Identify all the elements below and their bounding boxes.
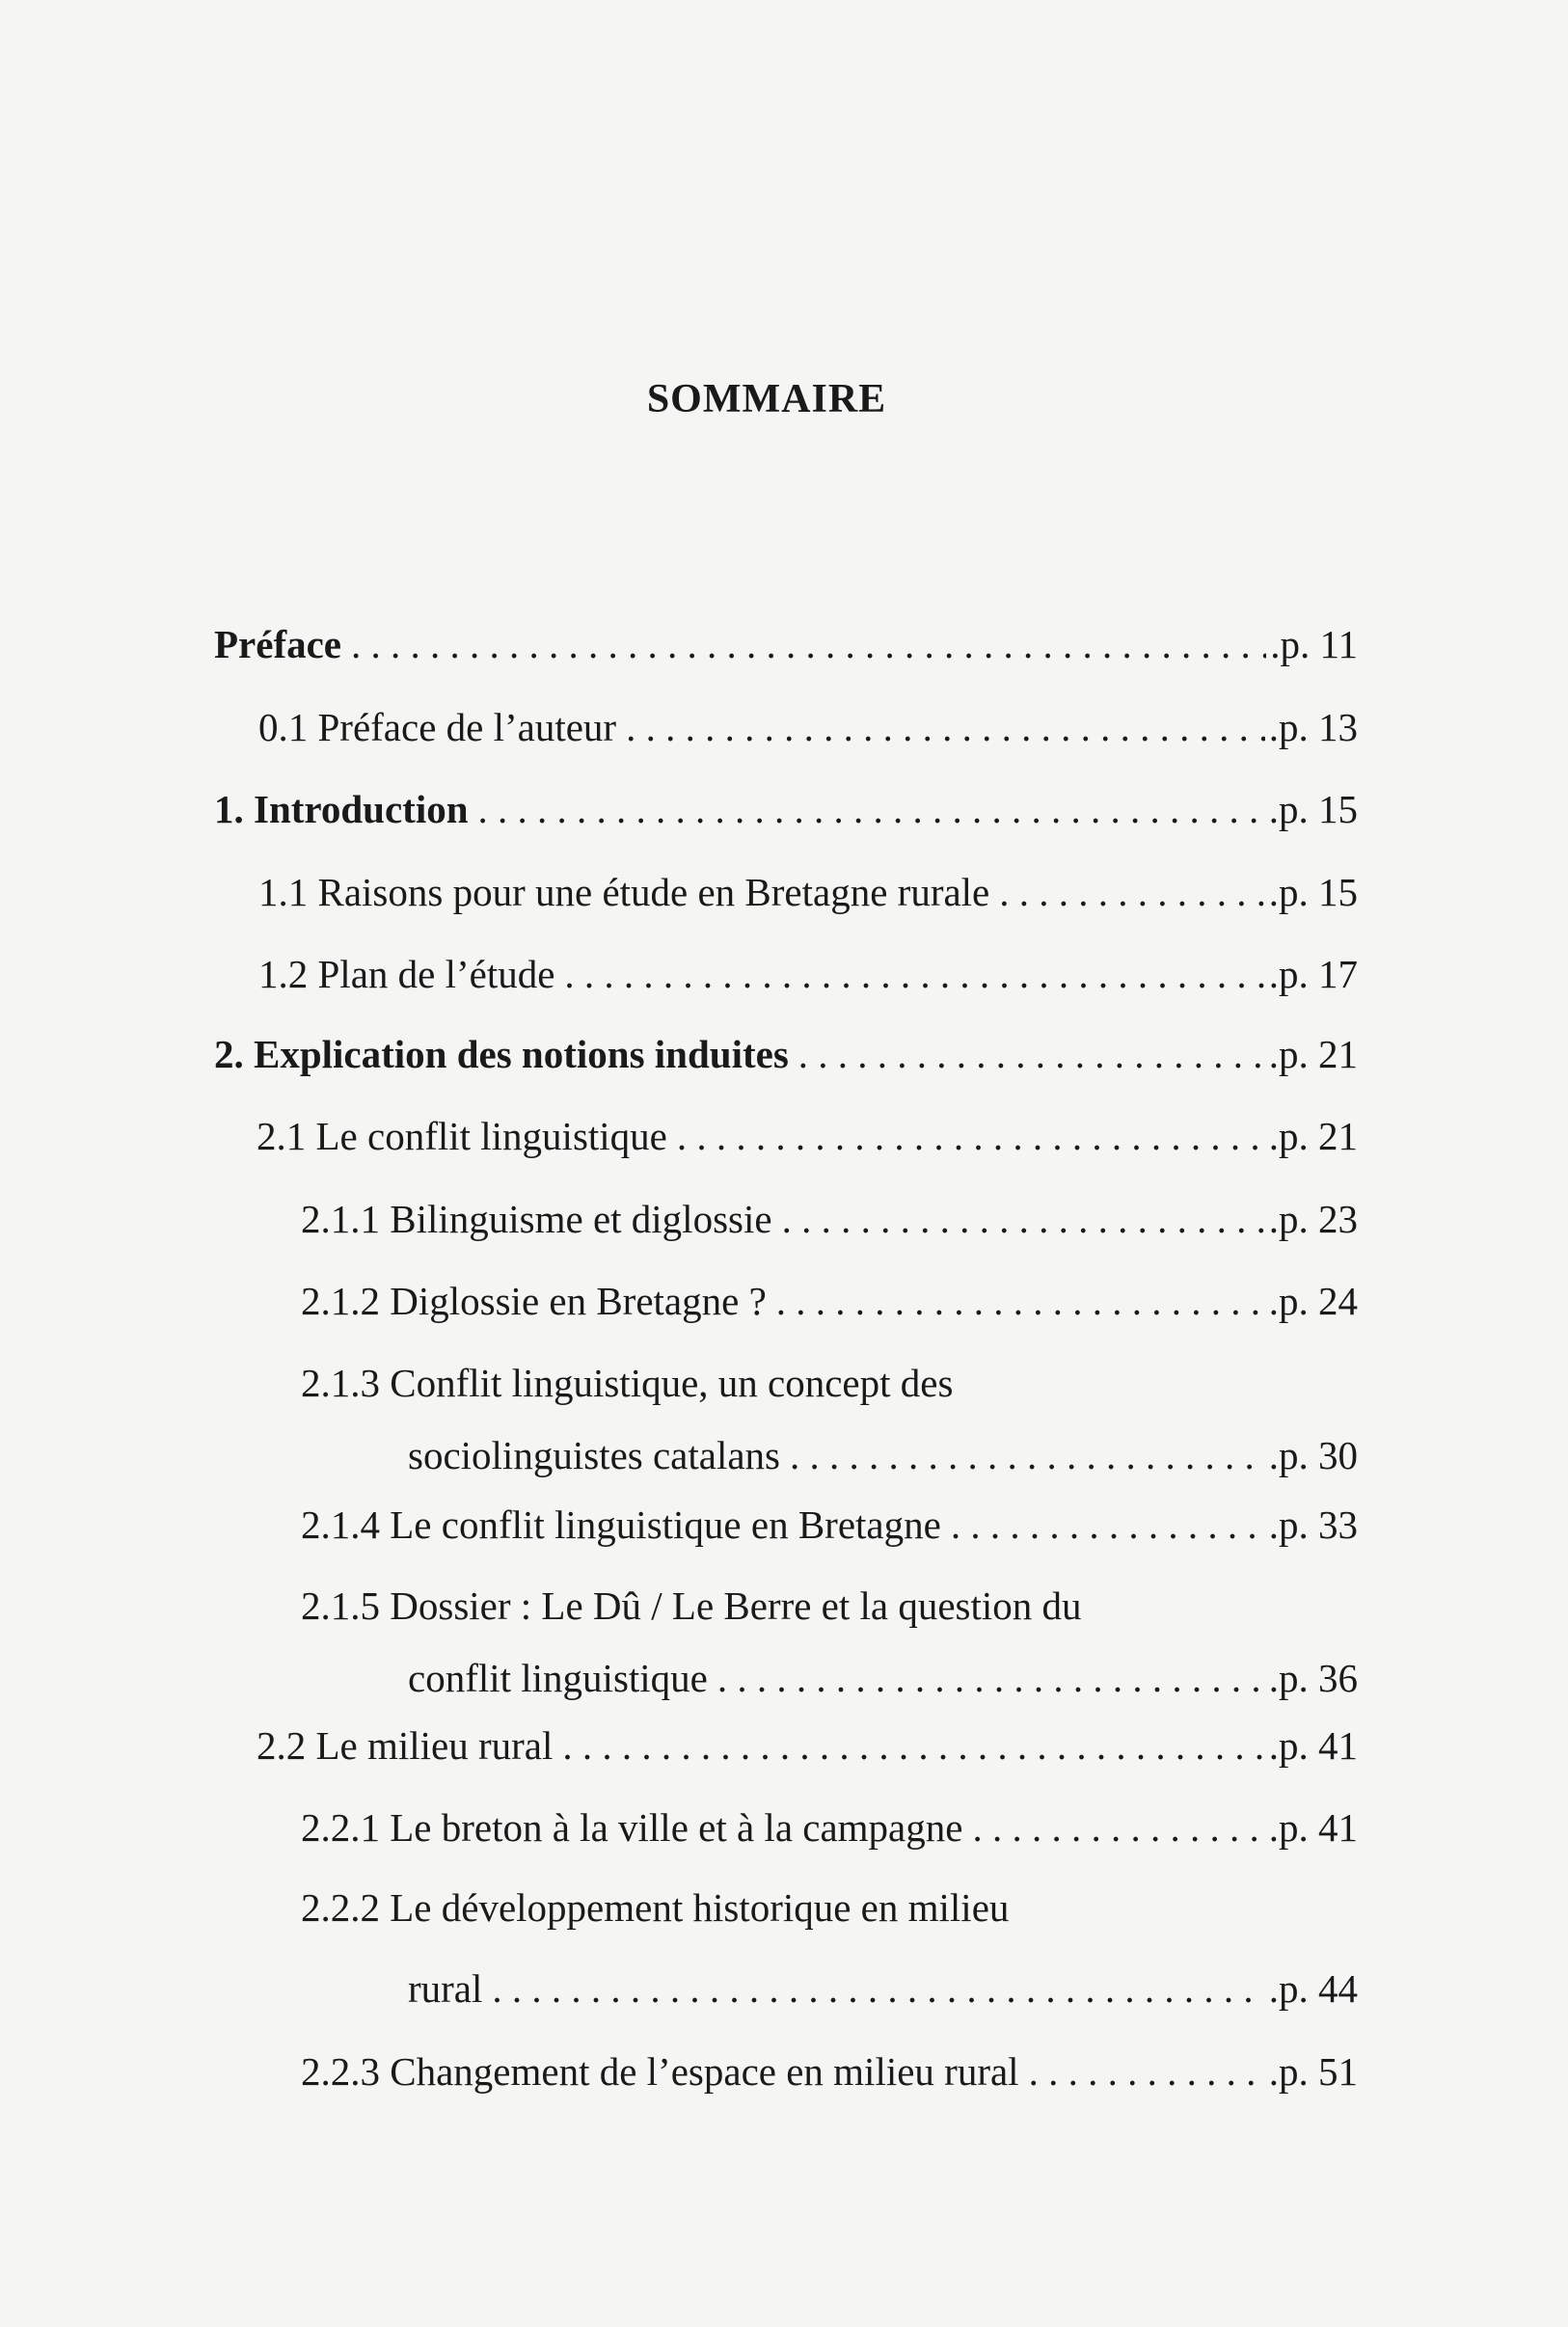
toc-entry-label: conflit linguistique [408, 1656, 708, 1700]
toc-entry-label: 2.1 Le conflit linguistique [257, 1114, 667, 1158]
toc-page-number: .p. 24 [1268, 1279, 1358, 1323]
leader-dots [1029, 2048, 1265, 2095]
leader-dots [999, 869, 1264, 915]
leader-dots [492, 1965, 1264, 2012]
toc-entry-label: Préface [214, 622, 341, 666]
leader-dots [798, 1031, 1265, 1077]
toc-page-number: .p. 21 [1268, 1032, 1358, 1076]
leader-dots [972, 1804, 1264, 1851]
toc-entry-label-line1: 2.1.3 Conflit linguistique, un concept des [301, 1361, 954, 1405]
toc-entry-1[interactable] [214, 786, 1358, 832]
toc-entry-label: rural [408, 1966, 483, 2011]
toc-entry-2-1-4[interactable] [301, 1502, 1358, 1548]
leader-dots [951, 1502, 1265, 1548]
toc-entry-label: 1.2 Plan de l’étude [258, 952, 555, 996]
toc-page-number: .p. 11 [1270, 622, 1358, 666]
toc-page-number: .p. 15 [1268, 787, 1358, 831]
toc-page-number: .p. 41 [1268, 1723, 1358, 1768]
leader-dots [677, 1113, 1265, 1159]
toc-page-number: .p. 33 [1268, 1502, 1358, 1547]
leader-dots [562, 1722, 1264, 1769]
toc-page-number: .p. 44 [1268, 1966, 1358, 2011]
toc-page-number: .p. 41 [1268, 1805, 1358, 1850]
toc-entry-2-1-3[interactable] [301, 1360, 1358, 1478]
toc-entry-label: 2.2 Le milieu rural [257, 1723, 554, 1768]
toc-entry-label: 2.2.3 Changement de l’espace en milieu rural [301, 2049, 1019, 2094]
leader-dots [717, 1655, 1265, 1701]
toc-entry-label: 0.1 Préface de l’auteur [258, 705, 617, 749]
leader-dots [478, 786, 1265, 832]
leader-dots [626, 704, 1265, 750]
toc-entry-2-2-3[interactable] [301, 2048, 1358, 2095]
toc-entry-1-2[interactable] [258, 951, 1358, 997]
toc-entry-1-1[interactable] [258, 869, 1358, 915]
toc-entry-label: 2.2.1 Le breton à la ville et à la campagne [301, 1805, 963, 1850]
toc-entry-label-line1: 2.1.5 Dossier : Le Dû / Le Berre et la question du [301, 1583, 1082, 1628]
toc-entry-2-1[interactable] [257, 1113, 1358, 1159]
toc-entry-label: 2.1.4 Le conflit linguistique en Bretagne [301, 1502, 941, 1547]
toc-page-number: .p. 15 [1268, 870, 1358, 914]
toc-entry-label: 2.1.1 Bilinguisme et diglossie [301, 1197, 772, 1241]
toc-page-number: .p. 51 [1268, 2049, 1358, 2094]
toc-page-number: .p. 36 [1268, 1656, 1358, 1700]
toc-entry-2-2-2[interactable] [301, 1884, 1358, 2012]
toc-entry-label: sociolinguistes catalans [408, 1433, 780, 1477]
toc-entry-0-1[interactable] [258, 704, 1358, 750]
toc-entry-label: 1.1 Raisons pour une étude en Bretagne rurale [258, 870, 990, 914]
leader-dots [776, 1278, 1265, 1324]
page-title: SOMMAIRE [646, 377, 887, 421]
leader-dots [564, 951, 1264, 997]
toc-entry-2-1-2[interactable] [301, 1278, 1358, 1324]
leader-dots [782, 1196, 1265, 1242]
toc-entry-2-2[interactable] [257, 1722, 1358, 1769]
toc-page-number: .p. 17 [1268, 952, 1358, 996]
leader-dots [790, 1432, 1265, 1478]
toc-entry-label: 1. Introduction [214, 787, 469, 831]
toc-entry-2[interactable] [214, 1031, 1358, 1077]
toc-entry-label-line1: 2.2.2 Le développement historique en milieu [301, 1885, 1010, 1930]
toc-entry-preface[interactable] [214, 621, 1358, 667]
leader-dots [351, 621, 1266, 667]
toc-page-number: .p. 23 [1268, 1197, 1358, 1241]
toc-entry-2-2-1[interactable] [301, 1804, 1358, 1851]
toc-entry-label: 2. Explication des notions induites [214, 1032, 789, 1076]
toc-entry-label: 2.1.2 Diglossie en Bretagne ? [301, 1279, 767, 1323]
toc-entry-2-1-5[interactable] [301, 1583, 1358, 1701]
toc-page-number: .p. 30 [1268, 1433, 1358, 1477]
toc-page-number: .p. 13 [1268, 705, 1358, 749]
toc-page-number: .p. 21 [1268, 1114, 1358, 1158]
toc-entry-2-1-1[interactable] [301, 1196, 1358, 1242]
